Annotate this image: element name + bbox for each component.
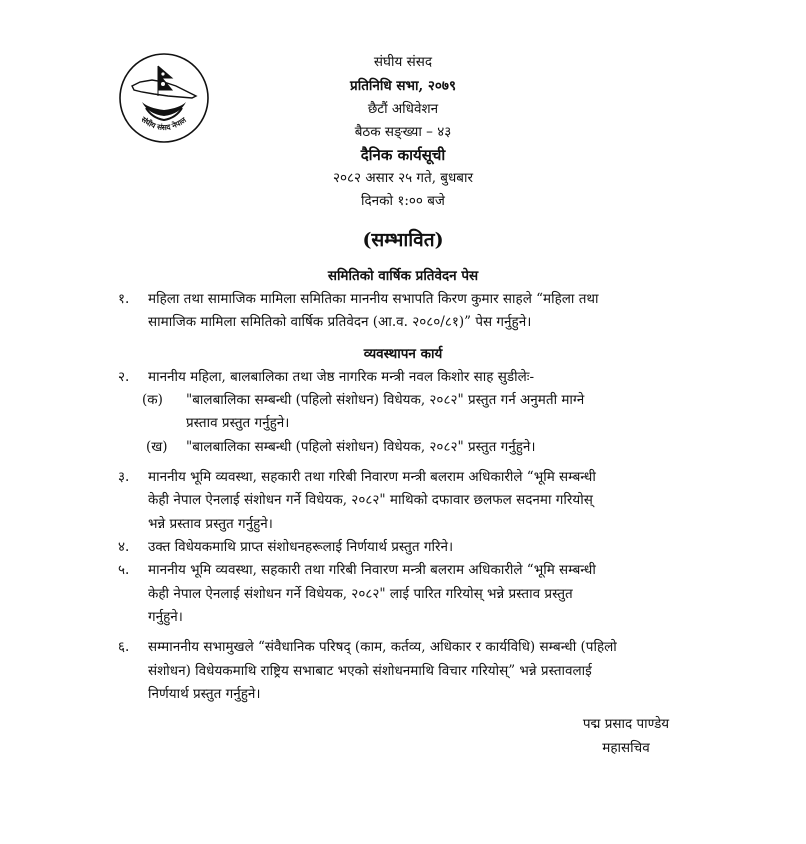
item-6-line-3: निर्णयार्थ प्रस्तुत गर्नुहुने।	[148, 686, 261, 702]
org-name: संघीय संसद	[373, 54, 433, 70]
item-5-line-1: माननीय भूमि व्यवस्था, सहकारी तथा गरिबी निवारण मन्त्री बलराम अधिकारीले “भूमि सम्बन्धी	[148, 562, 596, 578]
section-heading-reports: समितिको वार्षिक प्रतिवेदन पेस	[327, 268, 479, 284]
house-name: प्रतिनिधि सभा, २०७९	[350, 78, 456, 94]
svg-text:संघीय संसद नेपाल: संघीय संसद नेपाल	[139, 114, 188, 133]
item-number: ५.	[118, 562, 130, 578]
date: २०८२ असार २५ गते, बुधबार	[332, 170, 474, 186]
item-2-line-1: माननीय महिला, बालबालिका तथा जेष्ठ नागरिक मन्त्री नवल किशोर साह सुडीलेः-	[148, 369, 535, 385]
item-number: ३.	[118, 469, 130, 485]
item-5-line-3: गर्नुहुने।	[148, 609, 183, 625]
item-4-line-1: उक्त विधेयकमाथि प्राप्त संशोधनहरूलाई निर्णयार्थ प्रस्तुत गरिने।	[148, 539, 454, 555]
section-heading-legislation: व्यवस्थापन कार्य	[363, 346, 443, 362]
item-6-line-1: सम्माननीय सभामुखले “संवैधानिक परिषद् (काम, कर्तव्य, अधिकार र कार्यविधि) सम्बन्धी (पहिलो	[148, 639, 617, 655]
item-2a-line-1: "बालबालिका सम्बन्धी (पहिलो संशोधन) विधेयक, २०८२" प्रस्तुत गर्न अनुमती माग्ने	[186, 392, 585, 408]
item-2b-line-1: "बालबालिका सम्बन्धी (पहिलो संशोधन) विधेयक, २०८२" प्रस्तुत गर्नुहुने।	[186, 439, 536, 455]
item-3-line-1: माननीय भूमि व्यवस्था, सहकारी तथा गरिबी निवारण मन्त्री बलराम अधिकारीले “भूमि सम्बन्धी	[148, 469, 596, 485]
time: दिनको १:०० बजे	[361, 193, 445, 209]
meeting-number: बैठक सङ्ख्या – ४३	[354, 124, 452, 140]
session: छैटौं अधिवेशन	[367, 101, 439, 117]
page-title: (सम्भावित)	[362, 229, 444, 251]
item-6-line-2: संशोधन) विधेयकमाथि राष्ट्रिय सभाबाट भएको संशोधनमाथि विचार गरियोस्” भन्ने प्रस्तावलाई	[148, 663, 592, 679]
item-number: ६.	[118, 639, 130, 655]
item-2a-line-2: प्रस्ताव प्रस्तुत गर्नुहुने।	[186, 415, 290, 431]
signatory-name: पद्म प्रसाद पाण्डेय	[582, 716, 670, 732]
item-3-line-2: केही नेपाल ऐनलाई संशोधन गर्ने विधेयक, २०८२" माथिको दफावार छलफल सदनमा गरियोस्	[148, 492, 593, 508]
item-number: (ख)	[146, 439, 168, 455]
signatory-designation: महासचिव	[602, 740, 650, 756]
item-1-line-1: महिला तथा सामाजिक मामिला समितिका माननीय सभापति किरण कुमार साहले “महिला तथा	[148, 291, 599, 307]
item-number: (क)	[142, 392, 163, 408]
item-number: २.	[118, 369, 130, 385]
item-1-line-2: सामाजिक मामिला समितिको वार्षिक प्रतिवेदन (आ.व. २०८०/८१)” पेस गर्नुहुने।	[148, 314, 532, 330]
item-5-line-2: केही नेपाल ऐनलाई संशोधन गर्ने विधेयक, २०८२" लाई पारित गरियोस् भन्ने प्रस्ताव प्रस्तुत	[148, 586, 573, 602]
item-number: ४.	[118, 539, 130, 555]
item-3-line-3: भन्ने प्रस्ताव प्रस्तुत गर्नुहुने।	[148, 516, 273, 532]
item-number: १.	[118, 291, 130, 307]
doc-title: दैनिक कार्यसूची	[360, 146, 446, 164]
